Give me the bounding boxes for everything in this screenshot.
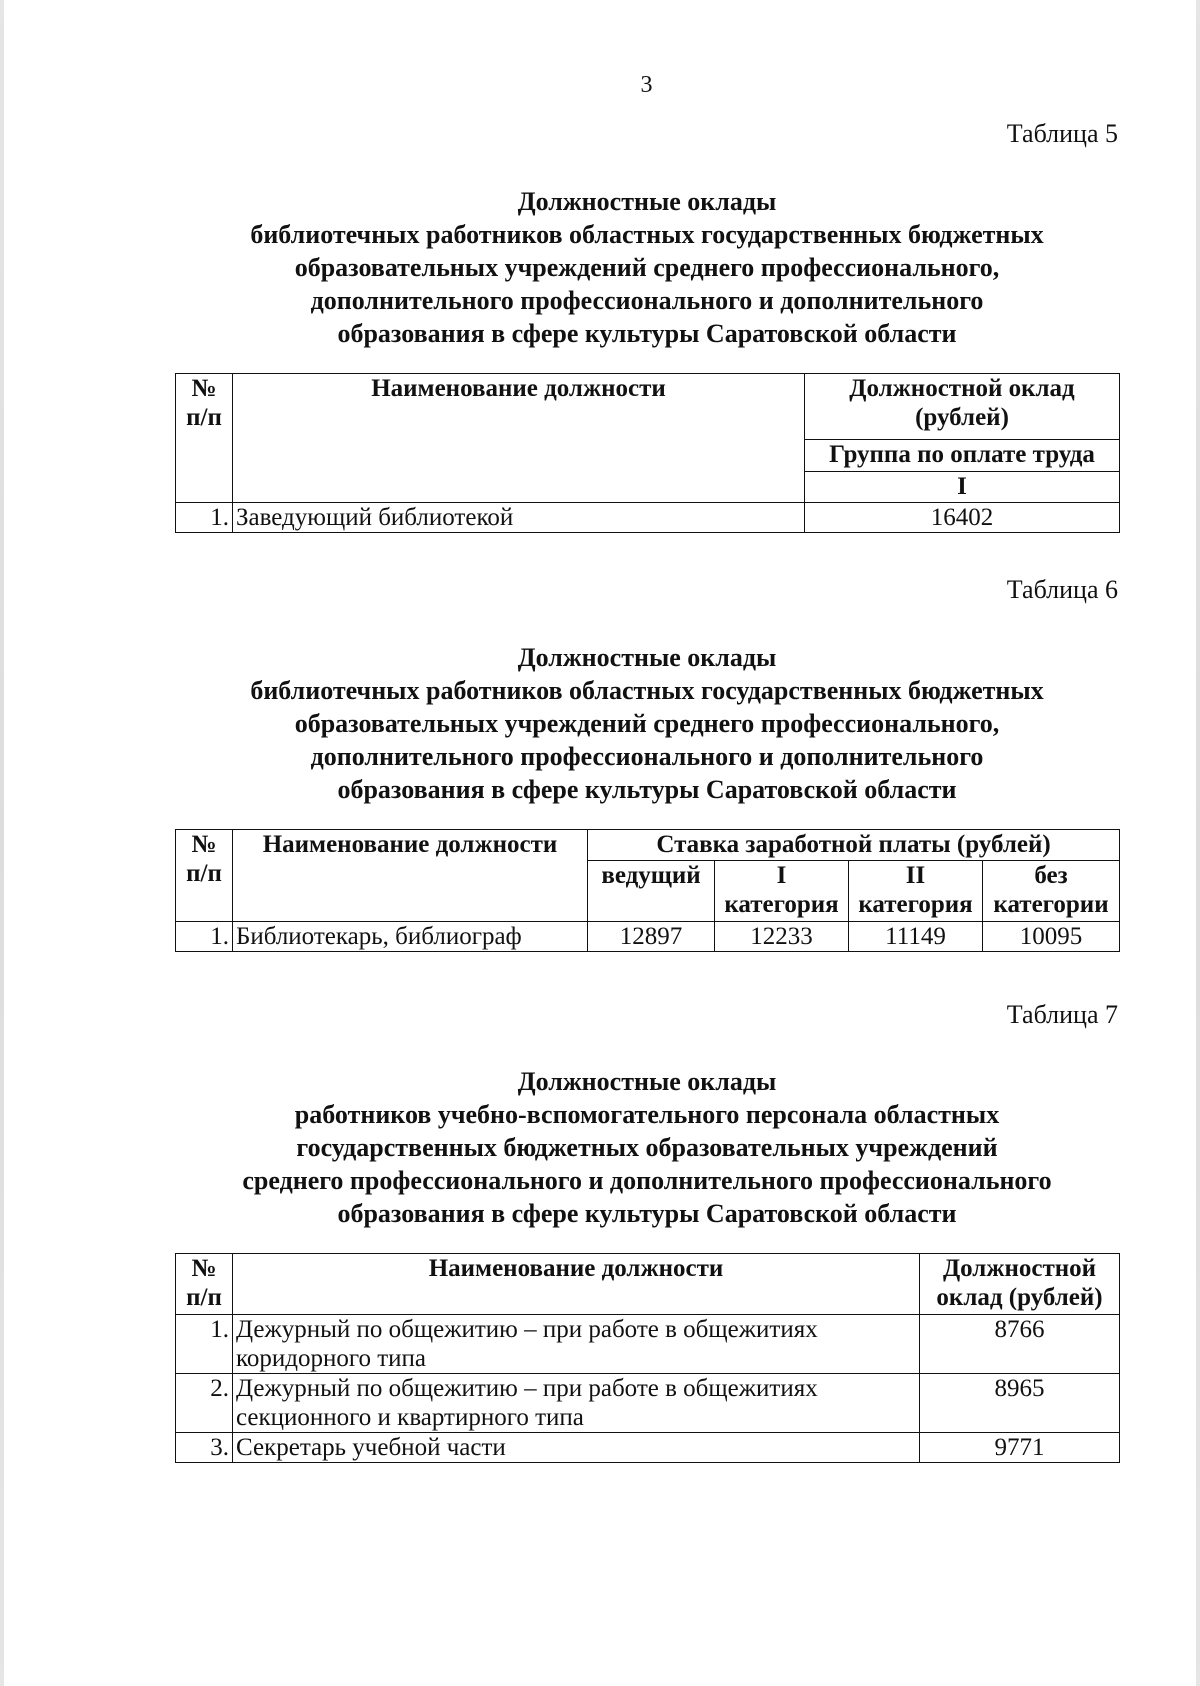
heading-line: образовательных учреждений среднего профессионального,	[294, 253, 1000, 282]
col-header-group-value: I	[805, 471, 1120, 503]
heading-line: Должностные оклады	[517, 643, 777, 672]
row-position: Секретарь учебной части	[233, 1433, 920, 1463]
scan-edge-left	[0, 0, 4, 1686]
heading-line: Должностные оклады	[517, 187, 777, 216]
heading-line: библиотечных работников областных государственных бюджетных	[250, 676, 1044, 705]
heading-line: образования в сфере культуры Саратовской области	[337, 319, 957, 348]
sub-col-category-2: II категория	[849, 861, 983, 922]
row-num: 1.	[176, 1315, 233, 1374]
col-header-num: № п/п	[176, 830, 233, 922]
table-5-label: Таблица 5	[1006, 119, 1118, 148]
table-6-label: Таблица 6	[1006, 575, 1118, 604]
table-6	[175, 829, 1120, 952]
heading-line: государственных бюджетных образовательных учреждений	[296, 1133, 998, 1162]
table-7-label: Таблица 7	[1006, 1000, 1118, 1029]
table-7	[175, 1253, 1120, 1463]
col-header-group: Группа по оплате труда	[805, 440, 1120, 471]
col-header-num: № п/п	[176, 374, 233, 503]
heading-line: дополнительного профессионального и дополнительного	[310, 742, 984, 771]
row-value-no-category: 10095	[983, 922, 1120, 952]
col-header-name: Наименование должности	[233, 1254, 920, 1315]
table-7-heading	[175, 1065, 1119, 1230]
table-6-heading	[175, 641, 1119, 806]
table-5	[175, 373, 1120, 533]
row-num: 3.	[176, 1433, 233, 1463]
heading-line: библиотечных работников областных государственных бюджетных	[250, 220, 1044, 249]
row-position: Дежурный по общежитию – при работе в общежитиях секционного и квартирного типа	[233, 1374, 920, 1433]
table-row	[176, 503, 1120, 533]
col-header-rate: Ставка заработной платы (рублей)	[588, 830, 1120, 861]
heading-line: образования в сфере культуры Саратовской области	[337, 1199, 957, 1228]
row-position: Заведующий библиотекой	[233, 503, 805, 533]
heading-line: Должностные оклады	[517, 1067, 777, 1096]
heading-line: работников учебно-вспомогательного персонала областных	[294, 1100, 1000, 1129]
heading-line: дополнительного профессионального и дополнительного	[310, 286, 984, 315]
row-num: 2.	[176, 1374, 233, 1433]
col-header-name: Наименование должности	[233, 830, 588, 922]
page-number: 3	[640, 72, 653, 98]
col-header-salary: Должностной оклад (рублей)	[920, 1254, 1120, 1315]
col-header-salary: Должностной оклад (рублей)	[805, 374, 1120, 440]
heading-line: образовательных учреждений среднего профессионального,	[294, 709, 1000, 738]
row-num: 1.	[176, 503, 233, 533]
row-value-leading: 12897	[588, 922, 715, 952]
row-position: Библиотекарь, библиограф	[233, 922, 588, 952]
table-row	[176, 1315, 1120, 1374]
sub-col-category-1: I категория	[715, 861, 849, 922]
row-salary: 16402	[805, 503, 1120, 533]
heading-line: образования в сфере культуры Саратовской области	[337, 775, 957, 804]
col-header-name: Наименование должности	[233, 374, 805, 503]
row-salary: 9771	[920, 1433, 1120, 1463]
sub-col-leading: ведущий	[588, 861, 715, 922]
table-5-heading	[175, 185, 1119, 350]
row-value-category-1: 12233	[715, 922, 849, 952]
row-num: 1.	[176, 922, 233, 952]
table-row	[176, 922, 1120, 952]
heading-line: среднего профессионального и дополнительного профессионального	[242, 1166, 1052, 1195]
row-salary: 8766	[920, 1315, 1120, 1374]
sub-col-no-category: без категории	[983, 861, 1120, 922]
row-position: Дежурный по общежитию – при работе в общежитиях коридорного типа	[233, 1315, 920, 1374]
col-header-num: № п/п	[176, 1254, 233, 1315]
scan-edge-right	[1196, 0, 1200, 1686]
table-row	[176, 1433, 1120, 1463]
row-value-category-2: 11149	[849, 922, 983, 952]
row-salary: 8965	[920, 1374, 1120, 1433]
table-row	[176, 1374, 1120, 1433]
